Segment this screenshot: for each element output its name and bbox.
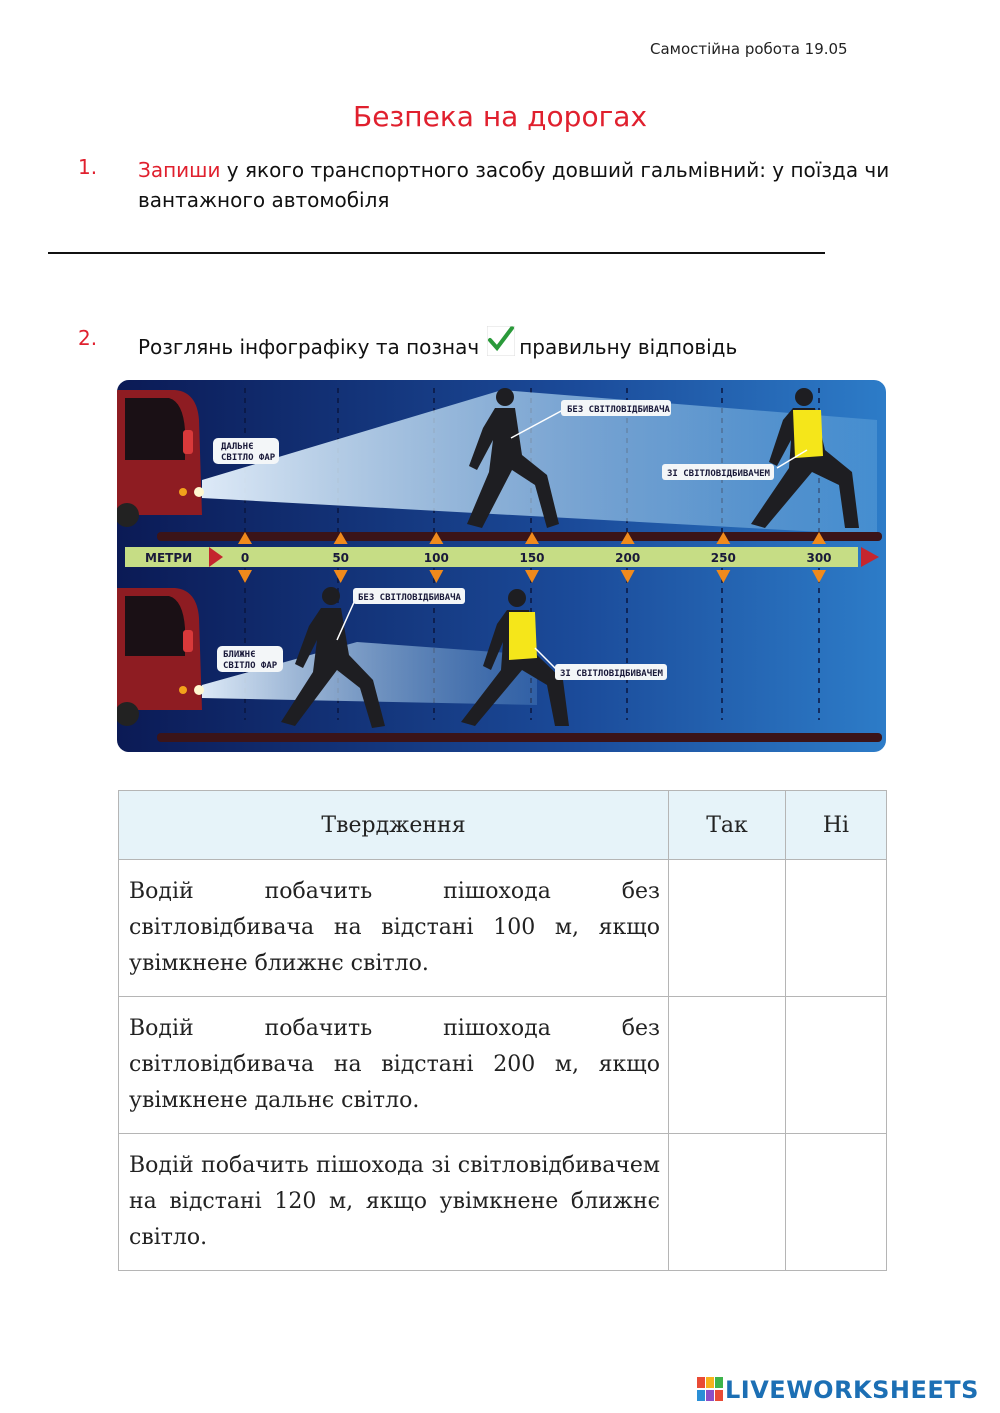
top-reflective-label: ЗІ СВІТЛОВІДБИВАЧЕМ [667, 469, 770, 479]
scale-tick-label: 300 [806, 551, 832, 565]
low-beam-label-line2: СВІТЛО ФАР [223, 661, 278, 671]
low-beam-label-line1: БЛИЖНЄ [223, 650, 256, 660]
statement-cell: Водій побачить пішохода без світловідбивача на відстані 200 м, якщо увімкнене дальнє світло. [119, 997, 669, 1134]
question-2-text [138, 326, 898, 362]
top-plain-label: БЕЗ СВІТЛОВІДБИВАЧА [567, 405, 670, 415]
visibility-infographic [117, 380, 886, 752]
question-1-number: 1. [78, 155, 98, 179]
table-row [119, 860, 887, 997]
header-yes: Так [669, 791, 786, 860]
question-1-highlight: Запиши [138, 158, 221, 182]
question-2-number: 2. [78, 326, 98, 350]
checkmark-icon [487, 326, 515, 356]
yes-answer-cell[interactable] [669, 997, 786, 1134]
label-high-beam [213, 438, 279, 464]
no-answer-cell[interactable] [786, 860, 887, 997]
answer-line[interactable] [48, 252, 825, 254]
bus-bottom [117, 588, 204, 726]
scale-tick-label: 100 [423, 551, 449, 565]
yes-answer-cell[interactable] [669, 1134, 786, 1271]
statements-table [118, 790, 887, 1271]
road-top [157, 532, 882, 541]
question-2-text-before: Розглянь інфографіку та познач [138, 335, 480, 359]
question-2-text-after: правильну відповідь [519, 335, 738, 359]
statement-cell: Водій побачить пішохода без світловідбивача на відстані 100 м, якщо увімкнене ближнє світло. [119, 860, 669, 997]
scale-tick-label: 250 [710, 551, 736, 565]
road-bottom [157, 733, 882, 742]
header-statement: Твердження [119, 791, 669, 860]
high-beam-label-line1: ДАЛЬНЄ [221, 442, 254, 452]
page-title: Безпека на дорогах [352, 100, 648, 133]
header-note: Самостійна робота 19.05 [650, 40, 848, 58]
bottom-plain-label: БЕЗ СВІТЛОВІДБИВАЧА [358, 593, 461, 603]
label-low-beam [217, 646, 283, 672]
no-answer-cell[interactable] [786, 1134, 887, 1271]
question-1-body: у якого транспортного засобу довший гальмівний: у поїзда чи вантажного автомобіля [138, 158, 890, 212]
yes-answer-cell[interactable] [669, 860, 786, 997]
question-1-text [138, 155, 898, 215]
scale-tick-label: 50 [332, 551, 350, 565]
high-beam-label-line2: СВІТЛО ФАР [221, 453, 276, 463]
watermark-text: LIVEWORKSHEETS [725, 1376, 979, 1404]
liveworksheets-watermark [697, 1376, 979, 1404]
header-no: Ні [786, 791, 887, 860]
statement-cell: Водій побачить пішохода зі світловідбивачем на відстані 120 м, якщо увімкнене ближнє світло. [119, 1134, 669, 1271]
bus-top [117, 390, 204, 527]
table-row [119, 1134, 887, 1271]
no-answer-cell[interactable] [786, 997, 887, 1134]
scale-unit-label: МЕТРИ [145, 551, 193, 565]
scale-tick-label: 200 [615, 551, 641, 565]
bottom-reflective-label: ЗІ СВІТЛОВІДБИВАЧЕМ [560, 669, 663, 679]
scale-tick-label: 150 [519, 551, 545, 565]
table-row [119, 997, 887, 1134]
liveworksheets-logo-icon [697, 1377, 723, 1401]
scale-tick-label: 0 [240, 551, 250, 565]
